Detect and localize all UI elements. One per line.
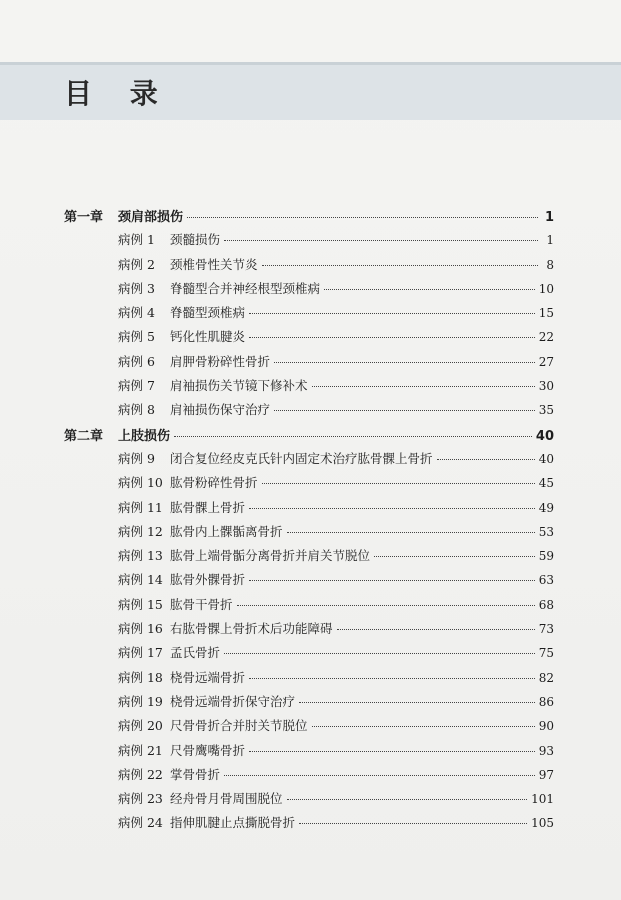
toc-case-entry bbox=[64, 303, 554, 327]
toc-case-entry bbox=[64, 570, 554, 594]
dot-leader bbox=[249, 313, 535, 314]
toc-case-entry bbox=[64, 741, 554, 765]
dot-leader bbox=[262, 265, 538, 266]
entry-page-number: 105 bbox=[531, 816, 554, 831]
dot-leader bbox=[312, 726, 535, 727]
toc-case-entry bbox=[64, 255, 554, 279]
entry-title: 闭合复位经皮克氏针内固定术治疗肱骨髁上骨折 bbox=[170, 450, 433, 466]
entry-page-number: 15 bbox=[538, 306, 554, 321]
entry-page-number: 63 bbox=[538, 573, 554, 588]
toc-case-entry bbox=[64, 473, 554, 497]
entry-page-number: 49 bbox=[538, 500, 554, 515]
entry-page-number: 93 bbox=[538, 743, 554, 758]
entry-page-number: 10 bbox=[538, 281, 554, 296]
dot-leader bbox=[287, 799, 528, 800]
dot-leader bbox=[237, 605, 535, 606]
entry-number: 第一章 bbox=[64, 210, 104, 225]
toc-case-entry bbox=[64, 400, 554, 424]
entry-page-number: 35 bbox=[538, 403, 554, 418]
entry-number: 病例 16 bbox=[118, 621, 163, 637]
entry-page-number: 73 bbox=[538, 622, 554, 637]
entry-number: 病例 3 bbox=[118, 280, 155, 296]
dot-leader bbox=[262, 483, 535, 484]
dot-leader bbox=[174, 436, 532, 437]
dot-leader bbox=[374, 556, 535, 557]
toc-case-entry bbox=[64, 327, 554, 351]
entry-page-number: 27 bbox=[538, 354, 554, 369]
dot-leader bbox=[324, 289, 535, 290]
entry-number: 病例 1 bbox=[118, 232, 155, 248]
entry-title: 肱骨外髁骨折 bbox=[170, 572, 246, 588]
toc-case-entry bbox=[64, 546, 554, 570]
entry-number: 病例 7 bbox=[118, 378, 155, 394]
entry-title: 桡骨远端骨折保守治疗 bbox=[170, 693, 296, 709]
entry-number: 病例 19 bbox=[118, 693, 163, 709]
toc-case-entry bbox=[64, 352, 554, 376]
entry-number: 病例 2 bbox=[118, 256, 155, 272]
entry-number: 病例 21 bbox=[118, 742, 163, 758]
entry-page-number: 86 bbox=[538, 694, 554, 709]
toc-case-entry bbox=[64, 789, 554, 813]
entry-page-number: 1 bbox=[544, 210, 554, 225]
entry-title: 掌骨骨折 bbox=[170, 766, 221, 782]
entry-title: 右肱骨髁上骨折术后功能障碍 bbox=[170, 621, 333, 637]
entry-page-number: 59 bbox=[538, 549, 554, 564]
toc-case-entry bbox=[64, 619, 554, 643]
table-of-contents bbox=[64, 206, 554, 838]
dot-leader bbox=[187, 217, 538, 218]
dot-leader bbox=[299, 823, 527, 824]
dot-leader bbox=[249, 678, 535, 679]
entry-title: 肩袖损伤保守治疗 bbox=[170, 402, 271, 418]
entry-page-number: 68 bbox=[538, 597, 554, 612]
entry-title: 上肢损伤 bbox=[118, 428, 171, 444]
entry-number: 病例 14 bbox=[118, 572, 163, 588]
entry-number: 第二章 bbox=[64, 428, 104, 444]
toc-case-entry bbox=[64, 813, 554, 837]
entry-number: 病例 12 bbox=[118, 523, 163, 539]
dot-leader bbox=[437, 459, 535, 460]
toc-case-entry bbox=[64, 765, 554, 789]
entry-number: 病例 9 bbox=[118, 450, 155, 466]
entry-title: 颈髓损伤 bbox=[170, 232, 221, 248]
entry-page-number: 82 bbox=[538, 670, 554, 685]
entry-page-number: 22 bbox=[538, 330, 554, 345]
entry-number: 病例 8 bbox=[118, 402, 155, 418]
entry-number: 病例 17 bbox=[118, 645, 163, 661]
dot-leader bbox=[287, 532, 535, 533]
entry-page-number: 101 bbox=[531, 792, 554, 807]
entry-page-number: 1 bbox=[546, 233, 554, 248]
entry-page-number: 40 bbox=[538, 451, 554, 466]
entry-title: 孟氏骨折 bbox=[170, 645, 221, 661]
entry-page-number: 90 bbox=[538, 719, 554, 734]
toc-chapter-entry bbox=[64, 206, 554, 230]
entry-title: 颈肩部损伤 bbox=[118, 210, 184, 225]
toc-case-entry bbox=[64, 498, 554, 522]
dot-leader bbox=[249, 337, 535, 338]
dot-leader bbox=[224, 775, 535, 776]
entry-title: 肱骨髁上骨折 bbox=[170, 499, 246, 515]
dot-leader bbox=[337, 629, 535, 630]
entry-title: 肩胛骨粉碎性骨折 bbox=[170, 353, 271, 369]
entry-number: 病例 15 bbox=[118, 596, 163, 612]
toc-case-entry bbox=[64, 595, 554, 619]
entry-title: 肱骨粉碎性骨折 bbox=[170, 475, 258, 491]
entry-title: 肱骨上端骨骺分离骨折并肩关节脱位 bbox=[170, 548, 371, 564]
entry-title: 脊髓型颈椎病 bbox=[170, 305, 246, 321]
entry-number: 病例 11 bbox=[118, 499, 163, 515]
entry-number: 病例 10 bbox=[118, 475, 163, 491]
entry-title: 肩袖损伤关节镜下修补术 bbox=[170, 378, 308, 394]
entry-page-number: 53 bbox=[538, 524, 554, 539]
toc-case-entry bbox=[64, 692, 554, 716]
entry-title: 钙化性肌腱炎 bbox=[170, 329, 246, 345]
toc-case-entry bbox=[64, 230, 554, 254]
entry-title: 肱骨干骨折 bbox=[170, 596, 233, 612]
entry-number: 病例 23 bbox=[118, 791, 163, 807]
entry-page-number: 97 bbox=[538, 767, 554, 782]
page-title: 目 录 bbox=[64, 77, 172, 110]
entry-page-number: 40 bbox=[535, 428, 554, 444]
entry-title: 尺骨鹰嘴骨折 bbox=[170, 742, 246, 758]
entry-number: 病例 13 bbox=[118, 548, 163, 564]
entry-number: 病例 24 bbox=[118, 815, 163, 831]
dot-leader bbox=[249, 580, 535, 581]
dot-leader bbox=[299, 702, 535, 703]
toc-case-entry bbox=[64, 643, 554, 667]
entry-page-number: 45 bbox=[538, 476, 554, 491]
dot-leader bbox=[274, 410, 535, 411]
entry-title: 颈椎骨性关节炎 bbox=[170, 256, 258, 272]
toc-case-entry bbox=[64, 449, 554, 473]
entry-page-number: 75 bbox=[538, 646, 554, 661]
entry-number: 病例 22 bbox=[118, 766, 163, 782]
entry-number: 病例 6 bbox=[118, 353, 155, 369]
toc-case-entry bbox=[64, 522, 554, 546]
dot-leader bbox=[312, 386, 535, 387]
entry-title: 尺骨骨折合并肘关节脱位 bbox=[170, 718, 308, 734]
toc-case-entry bbox=[64, 279, 554, 303]
entry-title: 指伸肌腱止点撕脱骨折 bbox=[170, 815, 296, 831]
toc-chapter-entry bbox=[64, 425, 554, 449]
toc-case-entry bbox=[64, 376, 554, 400]
dot-leader bbox=[224, 240, 538, 241]
entry-number: 病例 5 bbox=[118, 329, 155, 345]
dot-leader bbox=[274, 362, 535, 363]
dot-leader bbox=[224, 653, 535, 654]
entry-title: 经舟骨月骨周围脱位 bbox=[170, 791, 283, 807]
toc-case-entry bbox=[64, 668, 554, 692]
dot-leader bbox=[249, 508, 535, 509]
entry-page-number: 30 bbox=[538, 379, 554, 394]
entry-number: 病例 20 bbox=[118, 718, 163, 734]
entry-number: 病例 4 bbox=[118, 305, 155, 321]
dot-leader bbox=[249, 751, 535, 752]
entry-page-number: 8 bbox=[546, 257, 554, 272]
entry-number: 病例 18 bbox=[118, 669, 163, 685]
entry-title: 脊髓型合并神经根型颈椎病 bbox=[170, 280, 321, 296]
toc-case-entry bbox=[64, 716, 554, 740]
entry-title: 桡骨远端骨折 bbox=[170, 669, 246, 685]
entry-title: 肱骨内上髁骺离骨折 bbox=[170, 523, 283, 539]
